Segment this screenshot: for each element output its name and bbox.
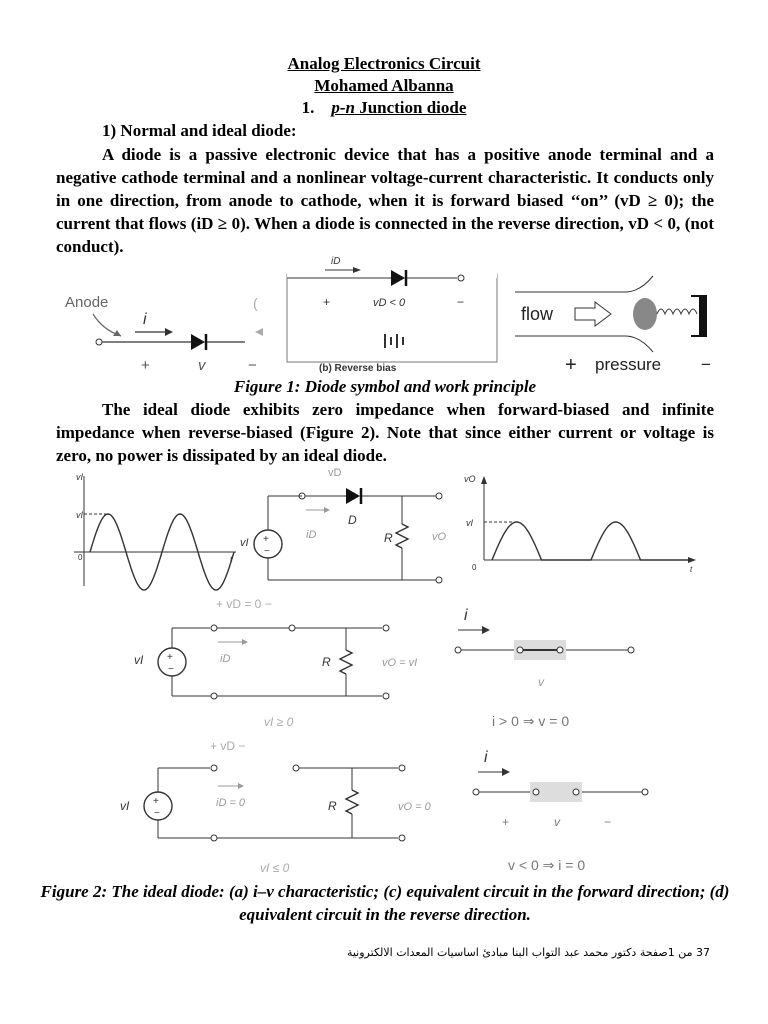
rev-vi-label: vI bbox=[120, 799, 130, 813]
current-label-i: i bbox=[143, 311, 147, 328]
plus-label: + bbox=[141, 357, 150, 374]
svg-text:−: − bbox=[154, 808, 160, 819]
vo-label: vO bbox=[432, 531, 447, 543]
vo-zero-label: 0 bbox=[472, 563, 477, 572]
svg-text:−: − bbox=[264, 546, 270, 557]
figure1-diagram bbox=[55, 252, 715, 376]
v-label: v bbox=[198, 357, 206, 374]
chapter-title bbox=[0, 98, 768, 118]
reverse-bias-label: (b) Reverse bias bbox=[319, 363, 397, 374]
id-current-label: iD bbox=[306, 529, 317, 541]
vo-t-axis-label: t bbox=[690, 565, 693, 574]
rev-i-label: i bbox=[484, 749, 488, 766]
rev-plus-label: + bbox=[502, 815, 510, 829]
fwd-v-label: v bbox=[538, 675, 544, 689]
reverse-open-model bbox=[473, 749, 648, 873]
pressure-label: pressure bbox=[595, 355, 662, 374]
forward-short-model bbox=[455, 607, 634, 729]
rb-plus: + bbox=[323, 295, 331, 309]
author-name: Mohamed Albanna bbox=[314, 76, 454, 95]
section-heading: 1) Normal and ideal diode: bbox=[102, 121, 297, 140]
vd-label: vD bbox=[328, 468, 342, 479]
figure2-diagram bbox=[60, 468, 720, 878]
vi-source-label: vI bbox=[240, 537, 249, 549]
input-waveform-plot bbox=[74, 472, 236, 590]
paragraph-diode-definition: A diode is a passive electronic device that has a positive anode terminal and a negative cathode terminal and a nonlinear voltage-current characteristic. It conducts only in one direction, from anode to cathode, when it is forward biased ‘‘on’’ (vD ≥ 0); the current that flows (iD ≥ 0). When a diode is connected in the reverse direction, vD < 0, (not conduct). bbox=[56, 145, 714, 256]
vi-axis-label: vI bbox=[76, 472, 84, 482]
vd-plain-label: + vD − bbox=[210, 739, 246, 753]
rev-R-label: R bbox=[328, 799, 337, 813]
vo-peak-label: vI bbox=[466, 518, 474, 528]
paragraph-ideal-diode: The ideal diode exhibits zero impedance when forward-biased and infinite impedance when reverse-biased (Figure 2). Note that since either current or voltage is zero, no power is dissipated by an ideal diode. bbox=[56, 400, 714, 465]
vi-le-zero-label: vI ≤ 0 bbox=[260, 861, 290, 875]
vd-less-zero-label: vD < 0 bbox=[373, 297, 406, 309]
fwd-R-label: R bbox=[322, 655, 331, 669]
pressure-minus: − bbox=[701, 355, 711, 374]
diode-triangle-icon bbox=[191, 334, 205, 350]
reverse-equivalent-circuit bbox=[120, 739, 432, 875]
rev-v-label: v bbox=[554, 815, 560, 829]
resistor-icon bbox=[396, 524, 408, 548]
figure1-caption: Figure 1: Diode symbol and work principle bbox=[233, 377, 537, 396]
minus-label: − bbox=[248, 357, 257, 374]
i-gt-zero-label: i > 0 ⇒ v = 0 bbox=[492, 713, 570, 729]
svg-text:−: − bbox=[168, 664, 174, 675]
fwd-id-label: iD bbox=[220, 653, 231, 665]
vd-zero-label: + vD = 0 − bbox=[216, 597, 272, 611]
D-label: D bbox=[348, 513, 357, 527]
svg-text:+: + bbox=[263, 534, 269, 545]
rb-minus: − bbox=[457, 295, 465, 309]
id-label: iD bbox=[331, 256, 341, 267]
zero-label: 0 bbox=[78, 553, 83, 562]
figure1-flow-analogy bbox=[515, 276, 711, 376]
rectified-output-curve bbox=[492, 522, 690, 560]
diode-D-icon bbox=[346, 488, 360, 504]
figure2-caption: Figure 2: The ideal diode: (a) i–v characteristic; (c) equivalent circuit in the forward direction; (d) equivalent circuit in the reverse direction. bbox=[40, 882, 730, 924]
flow-arrow-icon bbox=[575, 302, 611, 326]
chapter-number: 1. bbox=[301, 98, 315, 117]
id-eq-zero-label: iD = 0 bbox=[216, 797, 246, 809]
anode-label: Anode bbox=[65, 294, 109, 311]
output-waveform-plot bbox=[464, 474, 696, 574]
page-footer: 37 من 1صفحة دكتور محمد عبد التواب البنا مبادئ اساسيات المعدات الالكترونية bbox=[346, 946, 710, 959]
vi-ge-zero-label: vI ≥ 0 bbox=[264, 715, 294, 729]
vo-axis-label: vO bbox=[464, 474, 476, 484]
figure1-reverse-bias-circuit bbox=[287, 256, 497, 374]
figure1-diode-symbol bbox=[65, 294, 263, 374]
forward-equivalent-circuit bbox=[134, 597, 417, 729]
vi-peak-label: vI bbox=[76, 510, 84, 520]
t-axis-label: t bbox=[230, 555, 233, 564]
flow-label: flow bbox=[521, 304, 554, 324]
fwd-i-label: i bbox=[464, 607, 468, 624]
vo-eq-vi-label: vO = vI bbox=[382, 657, 418, 669]
course-title: Analog Electronics Circuit bbox=[287, 54, 481, 73]
svg-text:(: ( bbox=[253, 295, 258, 311]
fwd-vi-label: vI bbox=[134, 653, 144, 667]
rectifier-circuit bbox=[240, 468, 447, 583]
v-lt-zero-label: v < 0 ⇒ i = 0 bbox=[508, 857, 586, 873]
chapter-title-rest: Junction diode bbox=[354, 98, 467, 117]
vo-eq-zero-label: vO = 0 bbox=[398, 801, 431, 813]
rev-minus-label: − bbox=[604, 815, 612, 829]
chapter-title-italic: p-n bbox=[331, 98, 355, 117]
svg-text:+: + bbox=[167, 652, 173, 663]
valve-ball-icon bbox=[633, 298, 657, 330]
pressure-plus: + bbox=[565, 354, 577, 376]
spring-icon bbox=[657, 309, 697, 314]
svg-text:+: + bbox=[153, 796, 159, 807]
R-label: R bbox=[384, 531, 393, 545]
